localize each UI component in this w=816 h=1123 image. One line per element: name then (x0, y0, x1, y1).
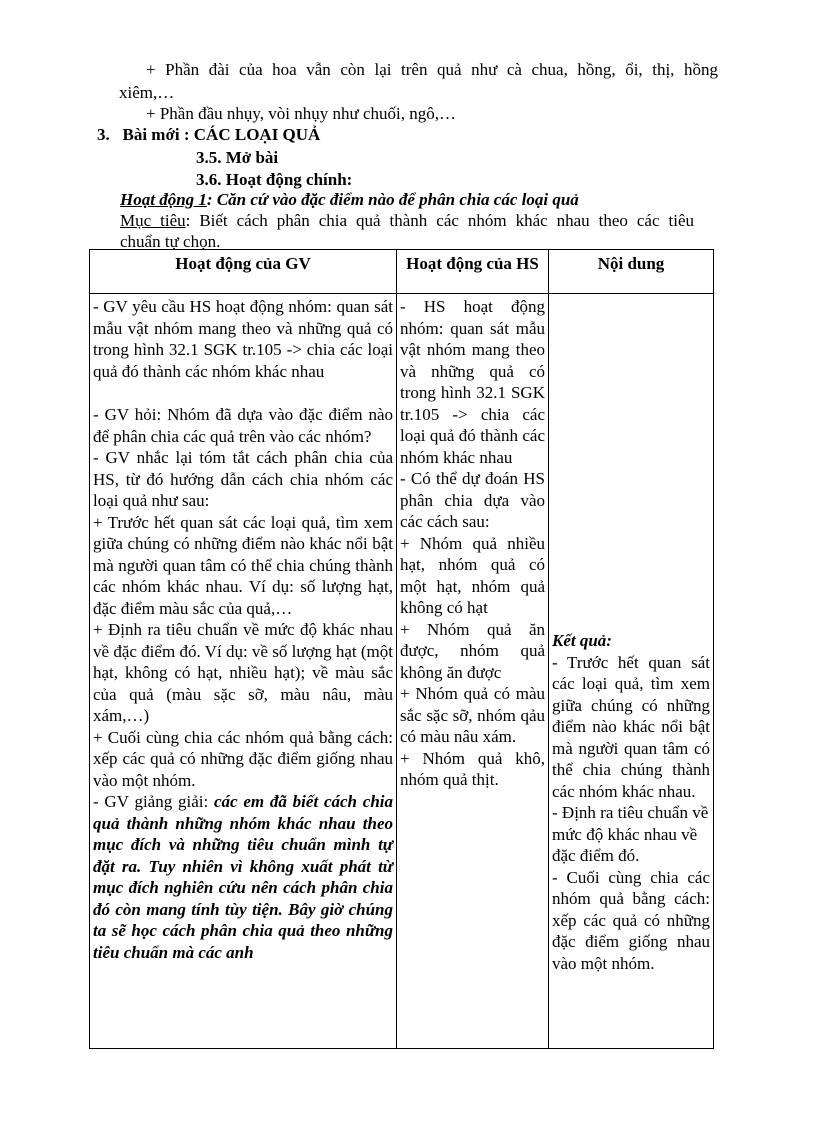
gv-para-4: + Trước hết quan sát các loại quả, tìm xem giữa chúng có những điểm nào khác nổi bật mà người quan tâm có thể chia chúng thành các nhóm khác nhau. Ví dụ: số lượng hạt, đặc điểm màu sắc của quả,… (93, 512, 393, 618)
header-gv: Hoạt động của GV (90, 250, 397, 294)
objective-line: Mục tiêu: Biết cách phân chia quả thành các nhóm khác nhau theo các tiêu (120, 211, 694, 230)
table-row (90, 294, 714, 1049)
header-content: Nội dung (549, 250, 714, 294)
intro-line-1: + Phần đài của hoa vẫn còn lại trên quả như cà chua, hồng, ổi, thị, hồng (146, 60, 718, 79)
hs-para-6: + Nhóm quả khô, nhóm quả thịt. (400, 748, 545, 789)
content-para-2: - Định ra tiêu chuẩn về mức độ khác nhau về đặc điểm đó. (552, 803, 709, 865)
content-cell (549, 294, 714, 1049)
gv-para-2: - GV hỏi: Nhóm đã dựa vào đặc điểm nào để phân chia các quả trên vào các nhóm? (93, 405, 393, 446)
intro-line-1-cont: xiêm,… (119, 83, 175, 102)
hs-para-5: + Nhóm quả có màu sắc sặc sỡ, nhóm qảu có màu nâu xám. (400, 684, 545, 746)
table-header-row (90, 250, 714, 294)
header-hs: Hoạt động của HS (397, 250, 549, 294)
intro-line-2: + Phần đầu nhụy, vòi nhụy như chuối, ngô,… (146, 104, 456, 123)
result-label: Kết quả: (552, 631, 612, 650)
section-heading: 3. Bài mới : CÁC LOẠI QUẢ (97, 125, 321, 144)
hs-para-4: + Nhóm quả ăn được, nhóm quả không ăn được (400, 619, 545, 682)
gv-para-3: - GV nhắc lại tóm tắt cách phân chia của HS, từ đó hướng dẫn cách chia nhóm các loại quả như sau: (93, 448, 393, 510)
gv-para-5: + Định ra tiêu chuẩn về mức độ khác nhau về đặc điểm đó. Ví dụ: về số lượng hạt (một hạt, không có hạt, nhiều hạt); về màu sắc của quả (màu sặc sỡ, màu nâu, màu xám,…) (93, 620, 393, 725)
subheading-main: 3.6. Hoạt động chính: (196, 170, 353, 189)
hs-cell (397, 294, 549, 1049)
content-para-1: - Trước hết quan sát các loại quả, tìm xem giữa chúng có những điểm nào khác nổi bật mà người quan tâm có thể chia chúng thành các nhóm khác nhau. (552, 652, 710, 801)
objective-line-cont: chuẩn tự chọn. (120, 232, 221, 251)
gv-para-1: - GV yêu cầu HS hoạt động nhóm: quan sát mẫu vật nhóm mang theo và những quả có trong hình 32.1 SGK tr.105 -> chia các loại quả đó thành các nhóm khác nhau (93, 297, 393, 381)
activity-title: Hoạt động 1: Căn cứ vào đặc điểm nào để phân chia các loại quả (120, 190, 579, 209)
gv-para-7: - GV giảng giải: các em đã biết cách chia quả thành những nhóm khác nhau theo mục đích và những tiêu chuẩn mình tự đặt ra. Tuy nhiên vì không xuất phát từ mục đích nghiên cứu nên cách phân chia đó còn mang tính tùy tiện. Bây giờ chúng ta sẽ học cách phân chia quả theo những tiêu chuẩn mà các anh (93, 792, 393, 962)
hs-para-2: - Có thể dự đoán HS phân chia dựa vào các cách sau: (400, 469, 545, 531)
gv-para-6: + Cuối cùng chia các nhóm quả bằng cách: xếp các quả có những đặc điểm giống nhau vào một nhóm. (93, 727, 393, 790)
content-para-3: - Cuối cùng chia các nhóm quả bằng cách: xếp các quả có những đặc điểm giống nhau vào một nhóm. (552, 867, 710, 973)
hs-para-3: + Nhóm quả nhiều hạt, nhóm quả có một hạt, nhóm quả không có hạt (400, 533, 545, 617)
gv-cell (90, 294, 397, 1049)
subheading-intro: 3.5. Mở bài (196, 148, 279, 167)
activity-table (89, 249, 714, 1049)
hs-para-1: - HS hoạt động nhóm: quan sát mẫu vật nhóm mang theo và những quả có trong hình 32.1 SGK tr.105 -> chia các loại quả đó thành các nhóm khác nhau (400, 297, 545, 467)
